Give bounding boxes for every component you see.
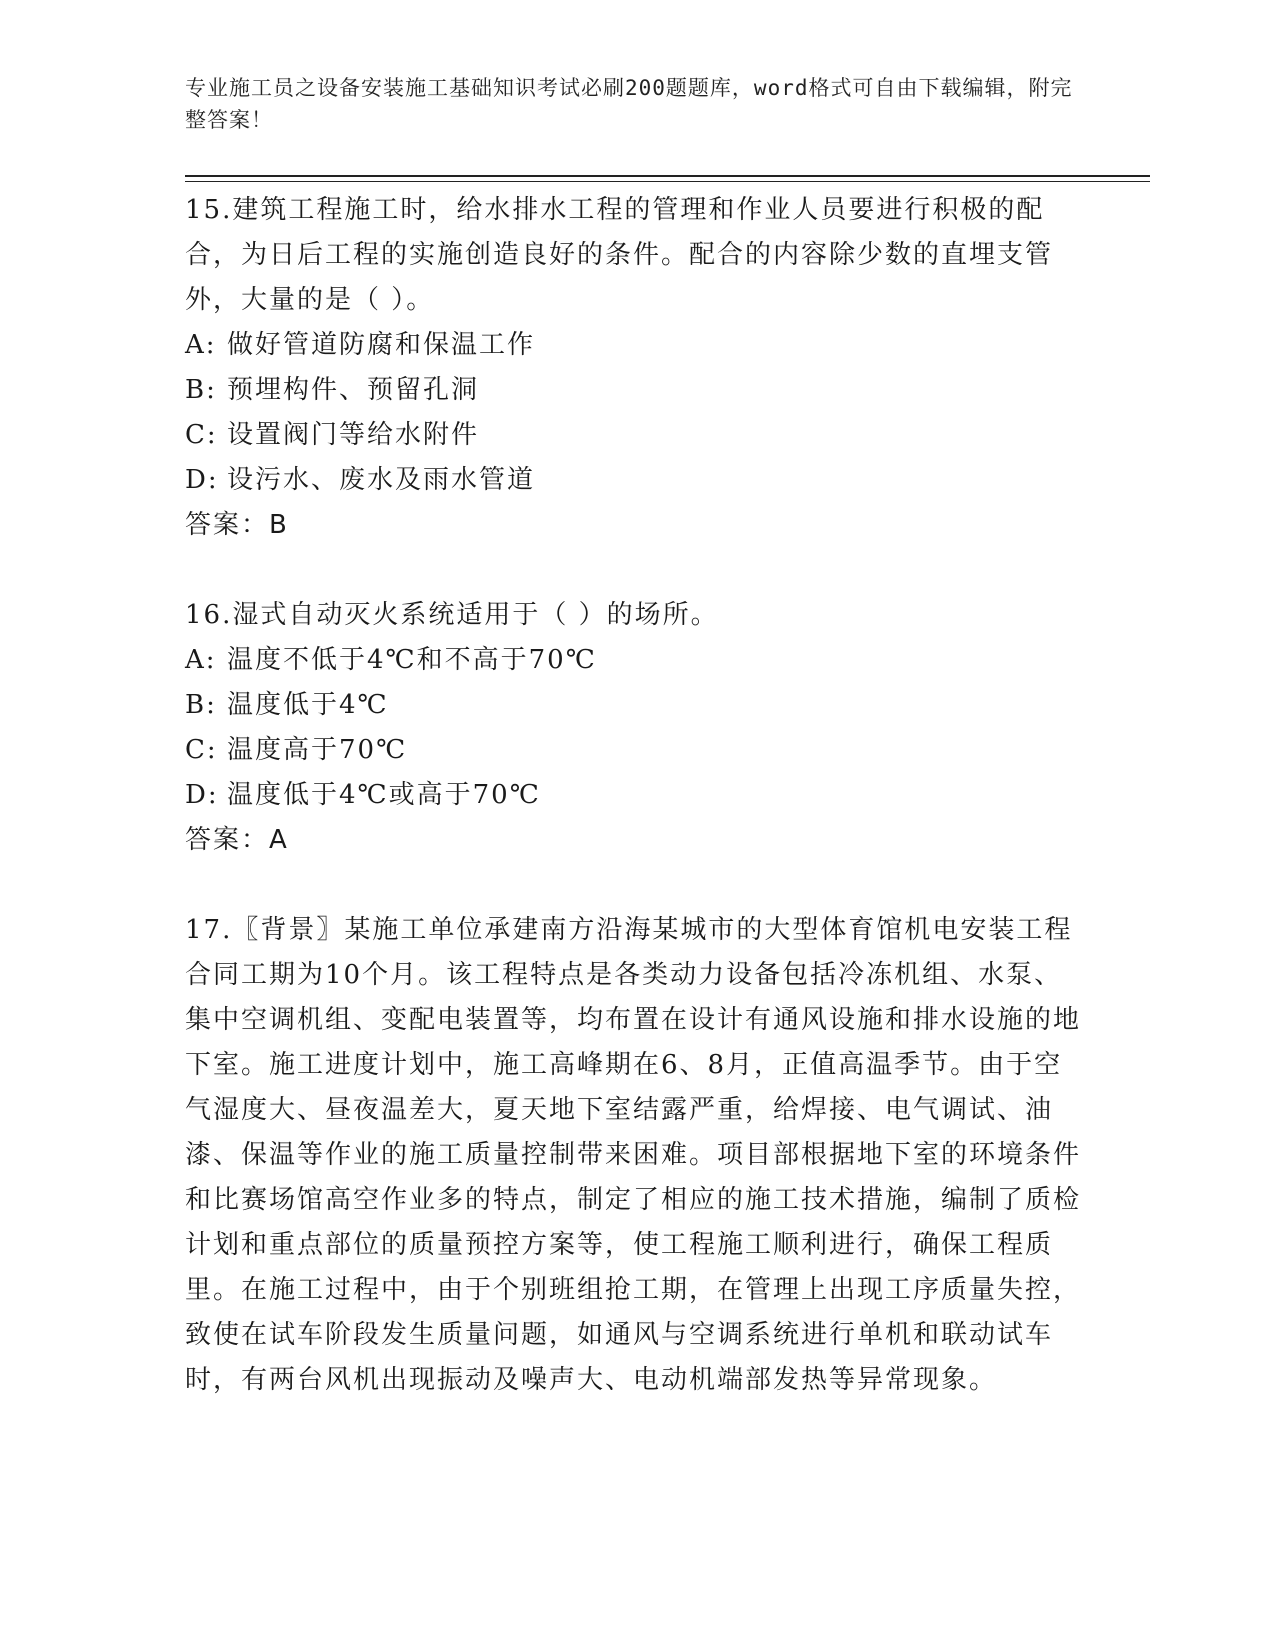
option-text: 做好管道防腐和保温工作: [227, 330, 536, 360]
question-number: 17.: [185, 915, 233, 945]
question-number: 16.: [185, 600, 233, 630]
question-text: 湿式自动灭火系统适用于（ ）的场所。: [232, 600, 719, 630]
option-b: [185, 683, 1085, 728]
option-text: 温度高于70℃: [227, 735, 408, 765]
option-text: 预埋构件、预留孔洞: [227, 375, 480, 405]
header-divider-thick: [185, 175, 1150, 177]
question-15: [185, 188, 1085, 548]
option-letter: A:: [185, 330, 217, 360]
option-c: [185, 728, 1085, 773]
option-a: [185, 638, 1085, 683]
question-number: 15.: [185, 195, 233, 225]
answer-line: 答案：B: [185, 510, 289, 540]
question-text: 建筑工程施工时，给水排水工程的管理和作业人员要进行积极的配合，为日后工程的实施创造良好的条件。配合的内容除少数的直埋支管外，大量的是（ ）。: [185, 195, 1054, 315]
option-letter: B:: [185, 690, 217, 720]
question-stem: [185, 593, 1085, 638]
option-d: [185, 458, 1085, 503]
question-stem: [185, 188, 1085, 323]
answer-line: 答案：A: [185, 825, 289, 855]
option-text: 温度低于4℃或高于70℃: [227, 780, 541, 810]
option-text: 设置阀门等给水附件: [227, 420, 480, 450]
option-a: [185, 323, 1085, 368]
question-16: [185, 593, 1085, 863]
header-divider-thin: [185, 181, 1150, 182]
option-b: [185, 368, 1085, 413]
option-text: 温度不低于4℃和不高于70℃: [227, 645, 597, 675]
option-text: 温度低于4℃: [227, 690, 389, 720]
option-d: [185, 773, 1085, 818]
option-c: [185, 413, 1085, 458]
option-text: 设污水、废水及雨水管道: [227, 465, 536, 495]
question-list: [185, 188, 1085, 1448]
question-stem: [185, 908, 1085, 1403]
option-letter: A:: [185, 645, 217, 675]
option-letter: B:: [185, 375, 217, 405]
option-letter: D:: [185, 465, 219, 495]
question-17: [185, 908, 1085, 1403]
document-header: 专业施工员之设备安装施工基础知识考试必刷200题题库，word格式可自由下载编辑，附完整答案！: [185, 76, 1073, 132]
option-letter: C:: [185, 735, 218, 765]
option-letter: C:: [185, 420, 218, 450]
question-text: 〖背景〗某施工单位承建南方沿海某城市的大型体育馆机电安装工程合同工期为10个月。该工程特点是各类动力设备包括冷冻机组、水泵、集中空调机组、变配电装置等，均布置在设计有通风设施和排水设施的地下室。施工进度计划中，施工高峰期在6、8月，正值高温季节。由于空气湿度大、昼夜温差大，夏天地下室结露严重，给焊接、电气调试、油漆、保温等作业的施工质量控制带来困难。项目部根据地下室的环境条件和比赛场馆高空作业多的特点，制定了相应的施工技术措施，编制了质检计划和重点部位的质量预控方案等，使工程施工顺利进行，确保工程质里。在施工过程中，由于个别班组抢工期，在管理上出现工序质量失控，致使在试车阶段发生质量问题，如通风与空调系统进行单机和联动试车时，有两台风机出现振动及噪声大、电动机端部发热等异常现象。: [185, 915, 1082, 1395]
option-letter: D:: [185, 780, 219, 810]
